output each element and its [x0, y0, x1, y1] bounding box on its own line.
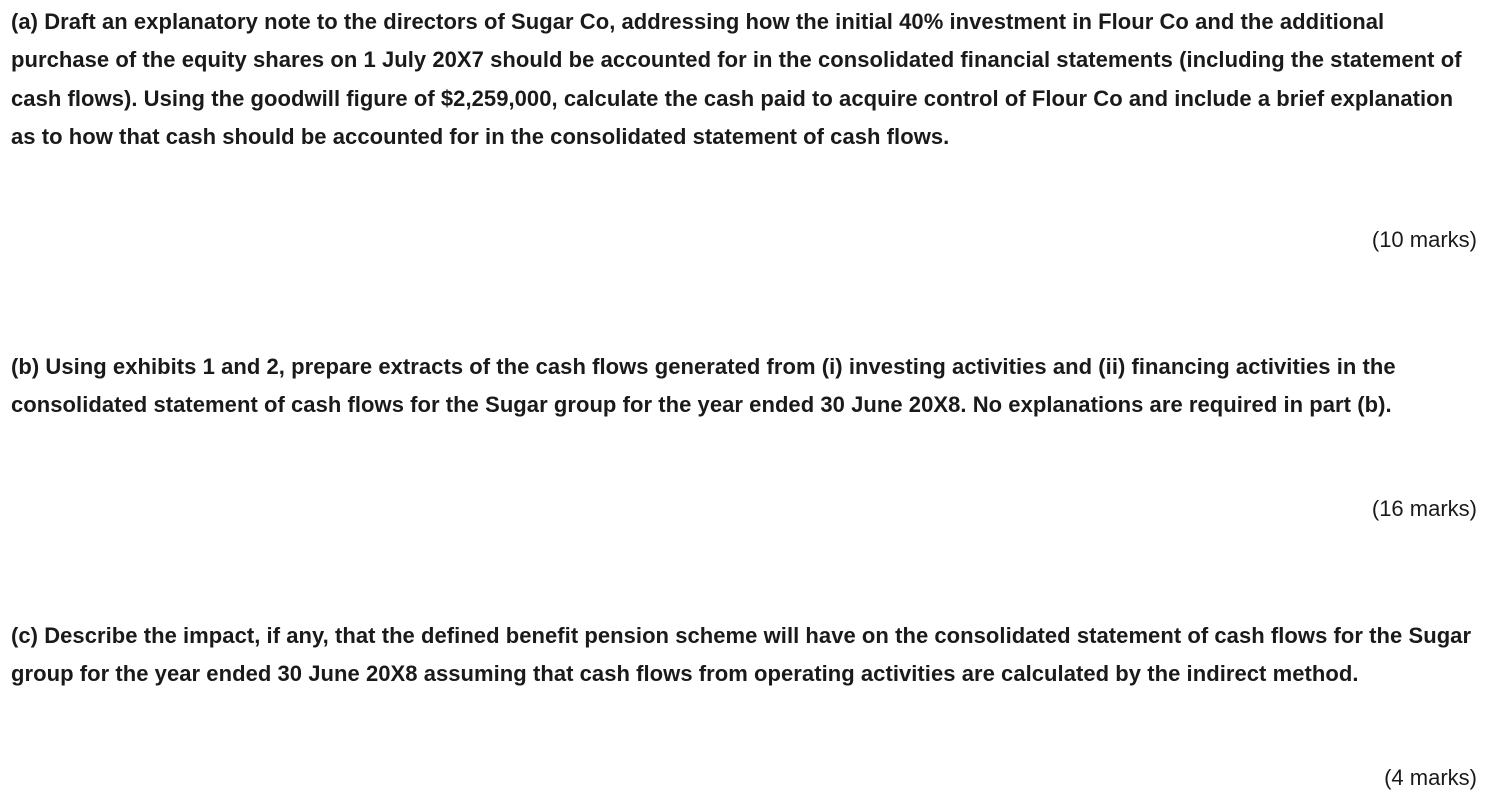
- question-a-text: (a) Draft an explanatory note to the directors of Sugar Co, addressing how the initial 40% investment in Flour Co and the additional purchase of the equity shares on 1 July 20X7 should be accounted for in the consolidated financial statements (including the statement of cash flows). Using the goodwill figure of $2,259,000, calculate the cash paid to acquire control of Flour Co and include a brief explanation as to how that cash should be accounted for in the consolidated statement of cash flows.: [11, 9, 1462, 149]
- question-c-marks: (4 marks): [1384, 765, 1477, 790]
- question-b-text: (b) Using exhibits 1 and 2, prepare extracts of the cash flows generated from (i) investing activities and (ii) financing activities in the consolidated statement of cash flows for the Sugar group for the year ended 30 June 20X8. No explanations are required in part (b).: [11, 354, 1396, 418]
- question-c-text: (c) Describe the impact, if any, that the defined benefit pension scheme will have on the consolidated statement of cash flows for the Sugar group for the year ended 30 June 20X8 assuming that cash flows from operating activities are calculated by the indirect method.: [11, 623, 1472, 687]
- question-a-marks: (10 marks): [1371, 227, 1477, 252]
- question-b-marks: (16 marks): [1371, 496, 1477, 521]
